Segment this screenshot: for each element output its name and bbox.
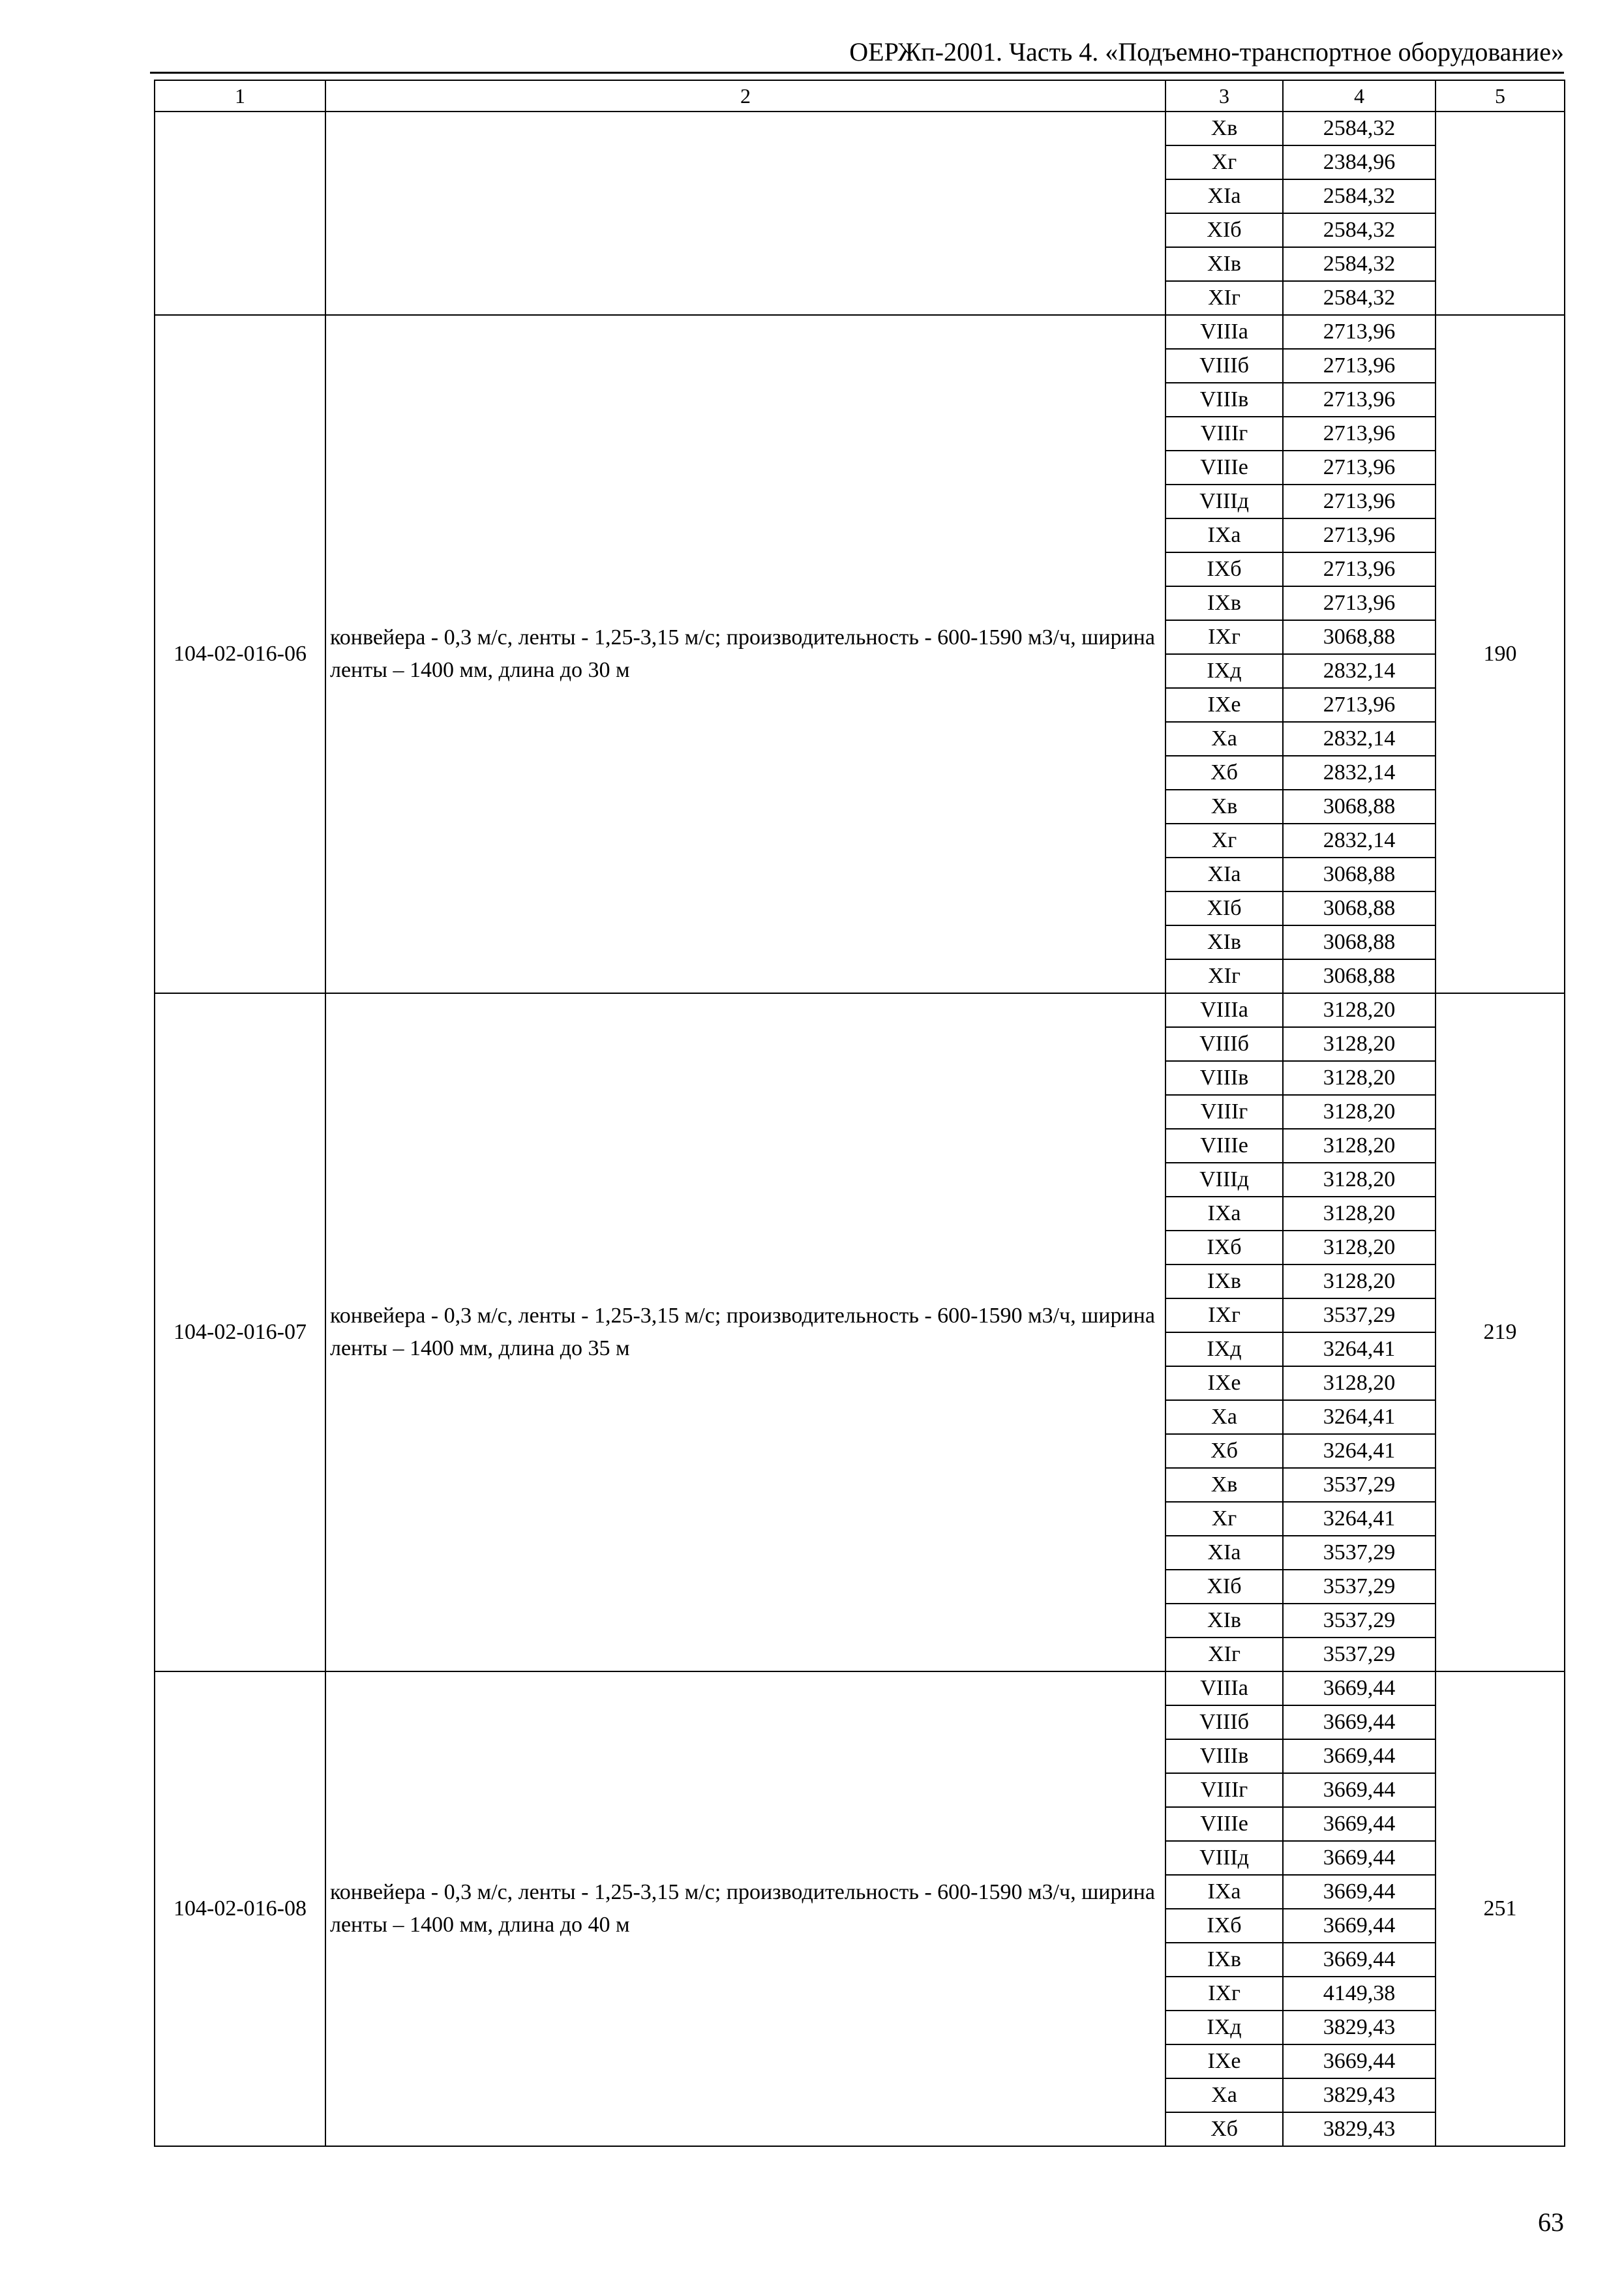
table-row (155, 993, 1565, 1027)
price-cell: 2713,96 (1283, 485, 1436, 518)
price-cell: 2832,14 (1283, 654, 1436, 688)
price-cell: 3829,43 (1283, 2078, 1436, 2112)
category-cell: VIIIд (1165, 485, 1283, 518)
price-cell: 2832,14 (1283, 824, 1436, 858)
page-number: 63 (1538, 2207, 1564, 2237)
category-cell: ХIг (1165, 959, 1283, 993)
category-cell: VIIIе (1165, 1129, 1283, 1163)
price-cell: 3669,44 (1283, 1807, 1436, 1841)
price-cell: 3829,43 (1283, 2112, 1436, 2146)
column-header: 5 (1436, 80, 1565, 112)
price-cell: 3537,29 (1283, 1638, 1436, 1671)
price-cell: 3264,41 (1283, 1400, 1436, 1434)
header-divider (150, 72, 1564, 74)
table-row (155, 112, 1565, 145)
category-cell: IХд (1165, 654, 1283, 688)
category-cell: VIIIг (1165, 1095, 1283, 1129)
price-cell: 3669,44 (1283, 1705, 1436, 1739)
category-cell: VIIIа (1165, 993, 1283, 1027)
category-cell: ХIв (1165, 1604, 1283, 1638)
price-cell: 2584,32 (1283, 281, 1436, 315)
price-cell: 3128,20 (1283, 993, 1436, 1027)
price-table (154, 80, 1565, 2147)
price-cell: 3128,20 (1283, 1264, 1436, 1298)
item-description: конвейера - 0,3 м/с, ленты - 1,25-3,15 м/с; производительность - 600-1590 м3/ч, ширина ленты – 1400 мм, длина до 30 м (325, 315, 1165, 993)
price-cell: 3264,41 (1283, 1332, 1436, 1366)
category-cell: IХд (1165, 1332, 1283, 1366)
category-cell: Хб (1165, 1434, 1283, 1468)
value-cell: 219 (1436, 993, 1565, 1671)
category-cell: ХIб (1165, 213, 1283, 247)
category-cell: IХе (1165, 1366, 1283, 1400)
category-cell: IХа (1165, 518, 1283, 552)
price-cell: 2713,96 (1283, 383, 1436, 417)
price-cell: 3537,29 (1283, 1604, 1436, 1638)
price-cell: 2584,32 (1283, 179, 1436, 213)
price-cell: 2584,32 (1283, 112, 1436, 145)
price-cell: 3128,20 (1283, 1197, 1436, 1231)
category-cell: ХIв (1165, 925, 1283, 959)
category-cell: VIIIе (1165, 451, 1283, 485)
category-cell: VIIIа (1165, 315, 1283, 349)
price-cell: 3128,20 (1283, 1163, 1436, 1197)
category-cell: IХе (1165, 2044, 1283, 2078)
price-cell: 3128,20 (1283, 1027, 1436, 1061)
column-header: 4 (1283, 80, 1436, 112)
value-cell (1436, 112, 1565, 315)
price-cell: 2713,96 (1283, 688, 1436, 722)
category-cell: VIIIд (1165, 1841, 1283, 1875)
price-cell: 4149,38 (1283, 1977, 1436, 2011)
category-cell: Хв (1165, 112, 1283, 145)
category-cell: VIIIб (1165, 1027, 1283, 1061)
price-cell: 2832,14 (1283, 722, 1436, 756)
category-cell: Хв (1165, 790, 1283, 824)
category-cell: VIIIв (1165, 1739, 1283, 1773)
table-header-row (155, 80, 1565, 112)
price-cell: 3669,44 (1283, 2044, 1436, 2078)
item-code: 104-02-016-08 (155, 1671, 325, 2146)
category-cell: IХа (1165, 1875, 1283, 1909)
category-cell: IХг (1165, 1977, 1283, 2011)
category-cell: ХIа (1165, 858, 1283, 891)
price-cell: 3537,29 (1283, 1298, 1436, 1332)
category-cell: VIIIе (1165, 1807, 1283, 1841)
category-cell: IХе (1165, 688, 1283, 722)
price-cell: 3128,20 (1283, 1129, 1436, 1163)
category-cell: IХа (1165, 1197, 1283, 1231)
price-cell: 2713,96 (1283, 552, 1436, 586)
category-cell: Хв (1165, 1468, 1283, 1502)
category-cell: VIIIг (1165, 417, 1283, 451)
table-row (155, 1671, 1565, 1705)
price-cell: 3669,44 (1283, 1773, 1436, 1807)
price-cell: 3068,88 (1283, 858, 1436, 891)
category-cell: IХд (1165, 2011, 1283, 2044)
category-cell: VIIIд (1165, 1163, 1283, 1197)
price-cell: 2832,14 (1283, 756, 1436, 790)
item-description (325, 112, 1165, 315)
price-cell: 2584,32 (1283, 247, 1436, 281)
price-cell: 2713,96 (1283, 518, 1436, 552)
category-cell: ХIб (1165, 1570, 1283, 1604)
category-cell: Ха (1165, 2078, 1283, 2112)
price-cell: 3068,88 (1283, 925, 1436, 959)
category-cell: Хб (1165, 756, 1283, 790)
price-cell: 3128,20 (1283, 1095, 1436, 1129)
category-cell: VIIIв (1165, 1061, 1283, 1095)
item-code (155, 112, 325, 315)
category-cell: IХб (1165, 1909, 1283, 1943)
table-body (155, 112, 1565, 2146)
price-cell: 3669,44 (1283, 1943, 1436, 1977)
price-cell: 3669,44 (1283, 1875, 1436, 1909)
item-description: конвейера - 0,3 м/с, ленты - 1,25-3,15 м/с; производительность - 600-1590 м3/ч, ширина ленты – 1400 мм, длина до 35 м (325, 993, 1165, 1671)
category-cell: VIIIб (1165, 1705, 1283, 1739)
price-cell: 3128,20 (1283, 1231, 1436, 1264)
category-cell: VIIIг (1165, 1773, 1283, 1807)
price-cell: 3128,20 (1283, 1061, 1436, 1095)
price-cell: 3669,44 (1283, 1671, 1436, 1705)
category-cell: ХIа (1165, 1536, 1283, 1570)
category-cell: IХб (1165, 552, 1283, 586)
column-header: 3 (1165, 80, 1283, 112)
column-header: 2 (325, 80, 1165, 112)
category-cell: Хг (1165, 824, 1283, 858)
price-cell: 3068,88 (1283, 959, 1436, 993)
price-cell: 2713,96 (1283, 586, 1436, 620)
category-cell: ХIа (1165, 179, 1283, 213)
price-cell: 3264,41 (1283, 1434, 1436, 1468)
price-cell: 2584,32 (1283, 213, 1436, 247)
value-cell: 251 (1436, 1671, 1565, 2146)
value-cell: 190 (1436, 315, 1565, 993)
category-cell: VIIIа (1165, 1671, 1283, 1705)
category-cell: Хб (1165, 2112, 1283, 2146)
category-cell: IХв (1165, 1943, 1283, 1977)
column-header: 1 (155, 80, 325, 112)
price-cell: 3068,88 (1283, 891, 1436, 925)
item-description: конвейера - 0,3 м/с, ленты - 1,25-3,15 м/с; производительность - 600-1590 м3/ч, ширина ленты – 1400 мм, длина до 40 м (325, 1671, 1165, 2146)
price-cell: 3669,44 (1283, 1841, 1436, 1875)
category-cell: IХг (1165, 620, 1283, 654)
category-cell: Хг (1165, 1502, 1283, 1536)
price-cell: 2384,96 (1283, 145, 1436, 179)
category-cell: IХв (1165, 586, 1283, 620)
price-cell: 3537,29 (1283, 1536, 1436, 1570)
price-cell: 3669,44 (1283, 1739, 1436, 1773)
price-cell: 2713,96 (1283, 349, 1436, 383)
category-cell: Хг (1165, 145, 1283, 179)
category-cell: IХв (1165, 1264, 1283, 1298)
document-header: ОЕРЖп-2001. Часть 4. «Подъемно-транспортное оборудование» (849, 37, 1564, 67)
table-row (155, 315, 1565, 349)
price-cell: 3537,29 (1283, 1468, 1436, 1502)
price-cell: 3264,41 (1283, 1502, 1436, 1536)
category-cell: ХIв (1165, 247, 1283, 281)
item-code: 104-02-016-07 (155, 993, 325, 1671)
category-cell: ХIг (1165, 281, 1283, 315)
price-cell: 3068,88 (1283, 790, 1436, 824)
price-cell: 3537,29 (1283, 1570, 1436, 1604)
category-cell: Ха (1165, 1400, 1283, 1434)
item-code: 104-02-016-06 (155, 315, 325, 993)
price-cell: 3068,88 (1283, 620, 1436, 654)
category-cell: Ха (1165, 722, 1283, 756)
price-cell: 2713,96 (1283, 417, 1436, 451)
category-cell: ХIг (1165, 1638, 1283, 1671)
category-cell: VIIIб (1165, 349, 1283, 383)
price-cell: 2713,96 (1283, 315, 1436, 349)
price-cell: 3128,20 (1283, 1366, 1436, 1400)
price-cell: 3669,44 (1283, 1909, 1436, 1943)
price-cell: 2713,96 (1283, 451, 1436, 485)
category-cell: IХб (1165, 1231, 1283, 1264)
category-cell: IХг (1165, 1298, 1283, 1332)
category-cell: ХIб (1165, 891, 1283, 925)
price-cell: 3829,43 (1283, 2011, 1436, 2044)
category-cell: VIIIв (1165, 383, 1283, 417)
